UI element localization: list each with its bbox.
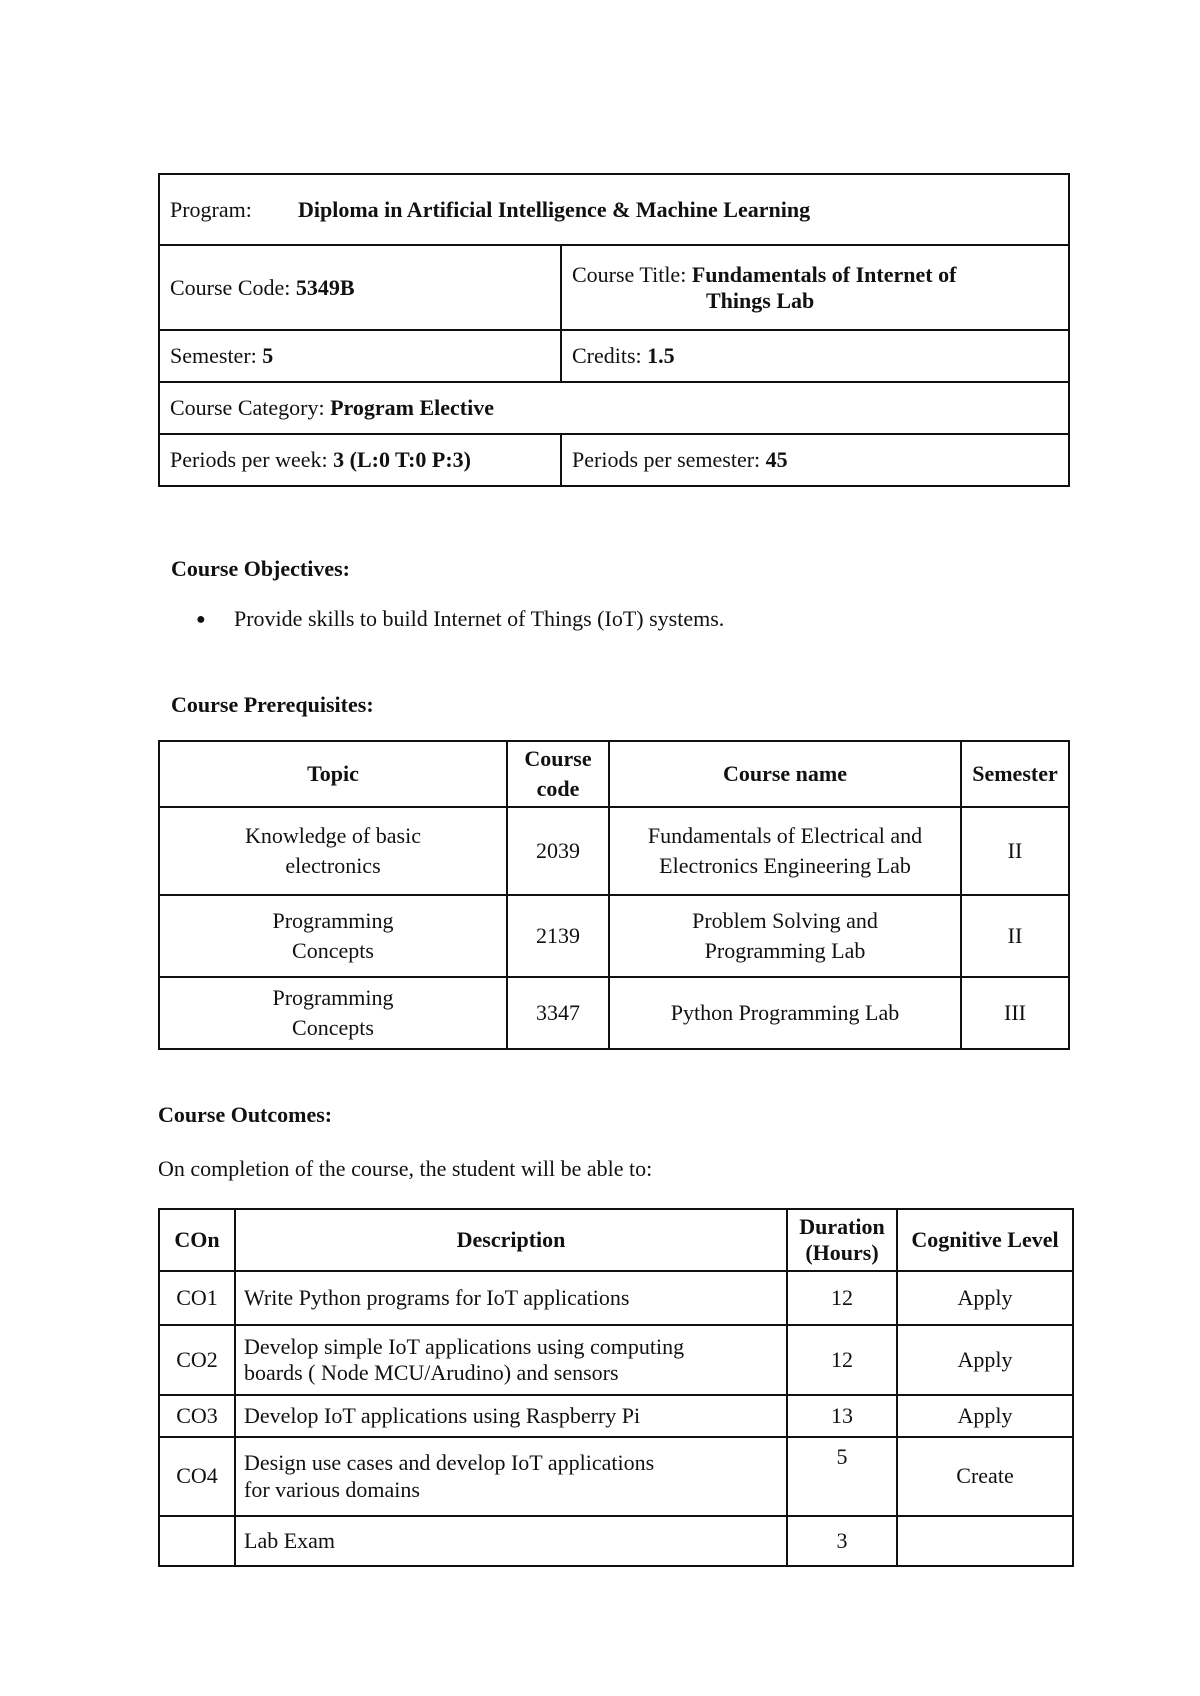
prereq-name-line2: Programming Lab — [704, 938, 866, 963]
co-description — [235, 1325, 787, 1395]
semester-cell — [159, 330, 561, 382]
prereq-semester: III — [961, 977, 1069, 1049]
co-level: Apply — [897, 1271, 1073, 1325]
co-id: CO4 — [159, 1437, 235, 1516]
co-description: Lab Exam — [235, 1516, 787, 1566]
co-id: CO2 — [159, 1325, 235, 1395]
table-row — [159, 1271, 1073, 1325]
co-id: CO3 — [159, 1395, 235, 1437]
prereq-code: 2139 — [507, 895, 609, 977]
outcomes-intro: On completion of the course, the student will be able to: — [158, 1156, 653, 1181]
bullet-icon: ● — [196, 611, 206, 628]
objective-item — [196, 606, 724, 632]
co-hours: 12 — [787, 1271, 897, 1325]
credits-cell — [561, 330, 1069, 382]
prereq-header-name: Course name — [609, 741, 961, 807]
co-description-line2: boards ( Node MCU/Arudino) and sensors — [244, 1360, 619, 1385]
outcomes-heading: Course Outcomes: — [158, 1102, 333, 1127]
program-cell — [159, 174, 1069, 245]
prereq-code: 2039 — [507, 807, 609, 895]
co-hours: 13 — [787, 1395, 897, 1437]
course-code-label: Course Code: — [170, 274, 291, 300]
objective-text: Provide skills to build Internet of Things (IoT) systems. — [234, 606, 725, 631]
prereq-header-code-line2: code — [536, 776, 580, 801]
prereq-name — [609, 895, 961, 977]
prereq-name-line1: Problem Solving and — [692, 908, 878, 934]
co-hours: 12 — [787, 1325, 897, 1395]
program-value: Diploma in Artificial Intelligence & Machine Learning — [298, 196, 811, 222]
prereq-header-code-line1: Course — [524, 746, 592, 772]
prereq-semester: II — [961, 807, 1069, 895]
prereq-name — [609, 807, 961, 895]
prereq-header-topic: Topic — [159, 741, 507, 807]
outcomes-table — [158, 1208, 1074, 1567]
co-id: CO1 — [159, 1271, 235, 1325]
course-code-cell — [159, 245, 561, 330]
periods-semester-value: 45 — [765, 447, 788, 472]
outcomes-header-con: COn — [159, 1209, 235, 1271]
program-label: Program: — [170, 196, 252, 222]
prereq-code: 3347 — [507, 977, 609, 1049]
credits-value: 1.5 — [647, 343, 675, 368]
prereq-topic — [159, 895, 507, 977]
co-level: Apply — [897, 1325, 1073, 1395]
semester-value: 5 — [262, 343, 274, 368]
co-level: Apply — [897, 1395, 1073, 1437]
co-description: Develop IoT applications using Raspberry Pi — [235, 1395, 787, 1437]
category-value: Program Elective — [330, 395, 495, 420]
prereq-topic-line2: electronics — [285, 853, 381, 878]
outcomes-header-duration — [787, 1209, 897, 1271]
objectives-heading: Course Objectives: — [171, 556, 351, 581]
periods-week-cell — [159, 434, 561, 486]
prereq-name-line2: Electronics Engineering Lab — [659, 853, 911, 878]
co-description — [235, 1437, 787, 1516]
course-title-cell — [561, 245, 1069, 330]
prereq-topic-line1: Knowledge of basic — [245, 823, 421, 849]
prereq-header-semester: Semester — [961, 741, 1069, 807]
outcomes-header-duration-line1: Duration — [799, 1213, 885, 1239]
prereq-topic-line2: Concepts — [292, 1015, 374, 1040]
prerequisites-table — [158, 740, 1070, 1050]
prereq-name-line1: Fundamentals of Electrical and — [647, 823, 923, 849]
course-code-value: 5349B — [295, 274, 355, 300]
prereq-topic-line1: Programming — [272, 985, 394, 1011]
co-description-line1: Develop simple IoT applications using computing — [244, 1333, 685, 1359]
periods-week-label: Periods per week: — [170, 447, 328, 472]
course-title-label: Course Title: — [572, 261, 687, 287]
outcomes-header-duration-line2: (Hours) — [805, 1240, 879, 1265]
course-info-table — [158, 173, 1070, 487]
table-row — [159, 1395, 1073, 1437]
prereq-semester: II — [961, 895, 1069, 977]
outcomes-header-level: Cognitive Level — [897, 1209, 1073, 1271]
co-level: Create — [897, 1437, 1073, 1516]
co-hours: 5 — [787, 1437, 897, 1516]
co-id — [159, 1516, 235, 1566]
prereq-topic — [159, 977, 507, 1049]
co-level — [897, 1516, 1073, 1566]
prereq-topic-line2: Concepts — [292, 938, 374, 963]
table-row — [159, 1516, 1073, 1566]
periods-semester-label: Periods per semester: — [572, 447, 761, 472]
category-label: Course Category: — [170, 395, 325, 420]
co-description-line1: Design use cases and develop IoT applications — [244, 1450, 655, 1476]
prereq-topic-line1: Programming — [272, 908, 394, 934]
course-title-value-line1: Fundamentals of Internet of — [691, 261, 957, 287]
category-cell — [159, 382, 1069, 434]
periods-week-value: 3 (L:0 T:0 P:3) — [333, 447, 472, 472]
table-row — [159, 1325, 1073, 1395]
credits-label: Credits: — [572, 343, 642, 368]
prereq-name: Python Programming Lab — [609, 977, 961, 1049]
table-row — [159, 807, 1069, 895]
co-description-line2: for various domains — [244, 1476, 420, 1502]
outcomes-header-description: Description — [235, 1209, 787, 1271]
semester-label: Semester: — [170, 343, 257, 368]
prerequisites-heading: Course Prerequisites: — [171, 692, 374, 717]
table-row — [159, 895, 1069, 977]
prereq-header-code — [507, 741, 609, 807]
table-row — [159, 977, 1069, 1049]
periods-semester-cell — [561, 434, 1069, 486]
course-title-value-line2: Things Lab — [706, 287, 815, 313]
co-description: Write Python programs for IoT applications — [235, 1271, 787, 1325]
table-row — [159, 1437, 1073, 1516]
prereq-topic — [159, 807, 507, 895]
co-hours: 3 — [787, 1516, 897, 1566]
